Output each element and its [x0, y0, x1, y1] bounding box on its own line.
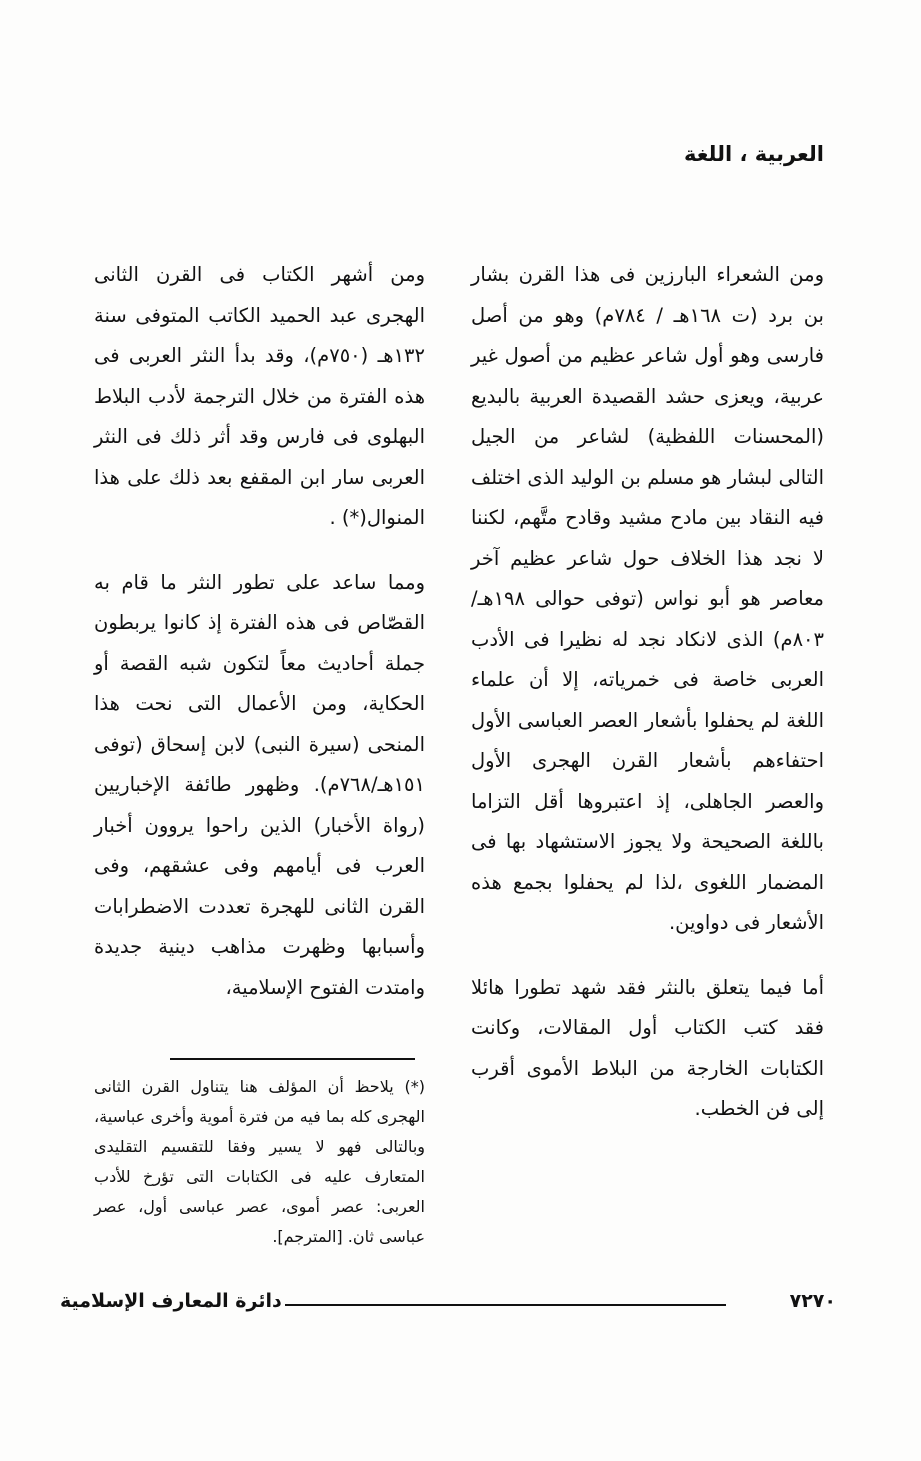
running-head: العربية ، اللغة [683, 142, 824, 166]
footnote-divider [170, 1058, 415, 1060]
footnote-text: (*) يلاحظ أن المؤلف هنا يتناول القرن الثانى الهجرى كله بما فيه من فترة أموية وأخرى عباسية، وبالتالى فهو لا يسير وفقا للتقسيم التقليدى المتعارف عليه فى الكتابات التى تؤرخ للأدب العربى: عصر أموى، عصر عباسى أول، عصر عباسى ثان. [المترجم]. [94, 1077, 425, 1246]
right-column [471, 255, 824, 1130]
journal-title: دائرة المعارف الإسلامية [60, 1290, 282, 1312]
footnote [94, 1072, 425, 1252]
paragraph-prose: أما فيما يتعلق بالنثر فقد شهد تطورا هائلا فقد كتب الكتاب أول المقالات، وكانت الكتابات الخارجة من البلاط الأموى أقرب إلى فن الخطب. [471, 975, 824, 1120]
footer-rule [285, 1304, 726, 1306]
paragraph-poets: ومن الشعراء البارزين فى هذا القرن بشار بن برد (ت ١٦٨هـ / ٧٨٤م) وهو من أصل فارسى وهو أول شاعر عظيم من أصول غير عربية، ويعزى حشد القصيدة العربية بالبديع (المحسنات اللفظية) لشاعر من الجيل التالى لبشار هو مسلم بن الوليد الذى اختلف فيه النقاد بين مادح مشيد وقادح متَّهم، لكننا لا نجد هذا الخلاف حول شاعر عظيم آخر معاصر هو أبو نواس (توفى حوالى ١٩٨هـ/ ٨٠٣م) الذى لانكاد نجد له نظيرا فى الأدب العربى خاصة فى خمرياته، إلا أن علماء اللغة لم يحفلوا بأشعار العصر العباسى الأول احتفاءهم بأشعار القرن الهجرى الأول والعصر الجاهلى، إذ اعتبروها أقل التزاما باللغة الصحيحة ولا يجوز الاستشهاد بها فى المضمار اللغوى ،لذا لم يحفلوا بجمع هذه الأشعار فى دواوين. [471, 263, 824, 934]
paragraph-storytellers: ومما ساعد على تطور النثر ما قام به القصّاص فى هذه الفترة إذ كانوا يربطون جملة أحاديث معاً لتكون شبه القصة أو الحكاية، ومن الأعمال التى نحت هذا المنحى (سيرة النبى) لابن إسحاق (توفى ١٥١هـ/٧٦٨م). وظهور طائفة الإخباريين (رواة الأخبار) الذين راحوا يروون أخبار العرب فى أيامهم وفى عشقهم، وفى القرن الثانى للهجرة تعددت الاضطرابات وأسبابها وظهرت مذاهب دينية جديدة وامتدت الفتوح الإسلامية، [94, 570, 425, 999]
page-footer [60, 1288, 836, 1320]
page-number: ٧٢٧٠ [789, 1290, 836, 1312]
left-column [94, 255, 425, 1008]
paragraph-writers: ومن أشهر الكتاب فى القرن الثانى الهجرى عبد الحميد الكاتب المتوفى سنة ١٣٢هـ (٧٥٠م)، وقد بدأ النثر العربى فى هذه الفترة من خلال الترجمة لأدب البلاط البهلوى فى فارس وقد أثر ذلك فى النثر العربى سار ابن المقفع بعد ذلك على هذا المنوال(*) . [94, 263, 425, 529]
